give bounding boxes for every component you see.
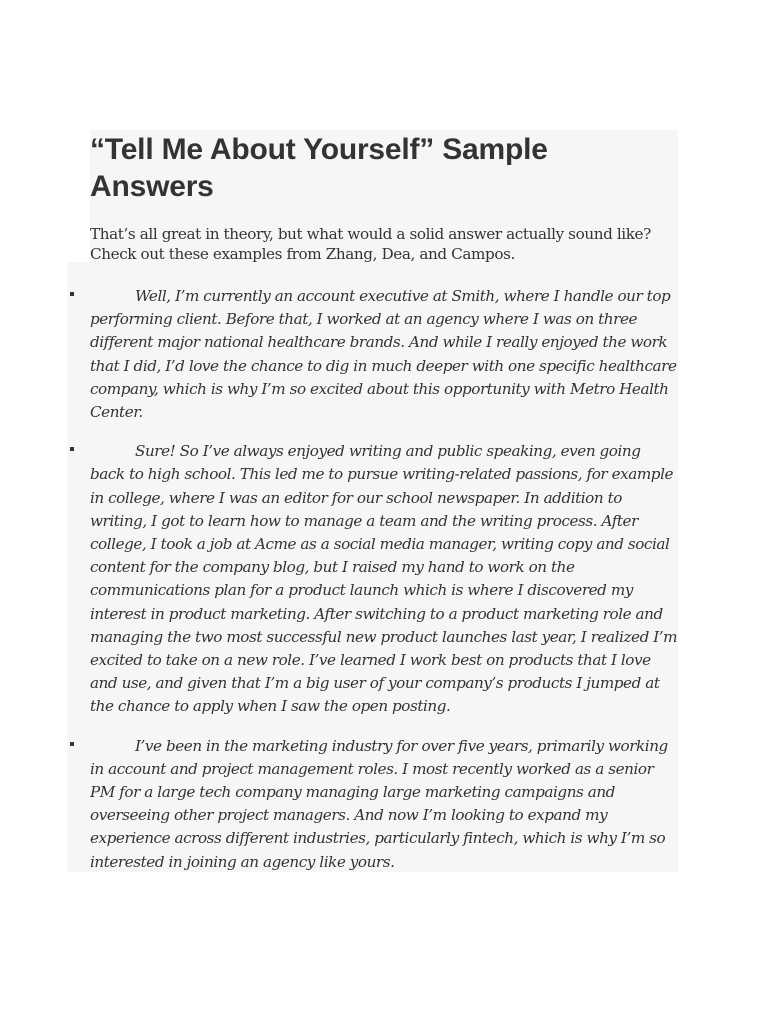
page-title: “Tell Me About Yourself” Sample Answers [90,133,548,203]
list-item [67,285,678,424]
list-item [67,440,678,718]
list-item [67,735,678,874]
square-bullet-icon [70,447,74,451]
intro-paragraph: That’s all great in theory, but what would a solid answer actually sound like? Check out these examples from Zhang, Dea, and Campos. [90,225,651,263]
answer-text: Sure! So I’ve always enjoyed writing and public speaking, even going back to high school. This led me to pursue writing-related passions, for example in college, where I was an editor for our school newspaper. In addition to writing, I got to learn how to manage a team and the writing process. After college, I took a job at Acme as a social media manager, writing copy and social content for the company blog, but I raised my hand to work on the communications plan for a product launch which is where I discovered my interest in product marketing. After switching to a product marketing role and managing the two most successful new product launches last year, I realized I’m excited to take on a new role. I’ve learned I work best on products that I love and use, and given that I’m a big user of your company’s products I jumped at the chance to apply when I saw the open posting. [90,442,678,716]
answer-text: Well, I’m currently an account executive at Smith, where I handle our top performing client. Before that, I worked at an agency where I was on three different major national healthcare brands. And while I really enjoyed the work that I did, I’d love the chance to dig in much deeper with one specific healthcare company, which is why I’m so excited about this opportunity with Metro Health Center. [90,287,677,422]
answer-text: I’ve been in the marketing industry for over five years, primarily working in account and project management roles. I most recently worked as a senior PM for a large tech company managing large marketing campaigns and overseeing other project managers. And now I’m looking to expand my experience across different industries, particularly fintech, which is why I’m so interested in joining an agency like yours. [90,736,668,871]
answers-list [67,285,678,890]
square-bullet-icon [70,742,74,746]
square-bullet-icon [70,292,74,296]
